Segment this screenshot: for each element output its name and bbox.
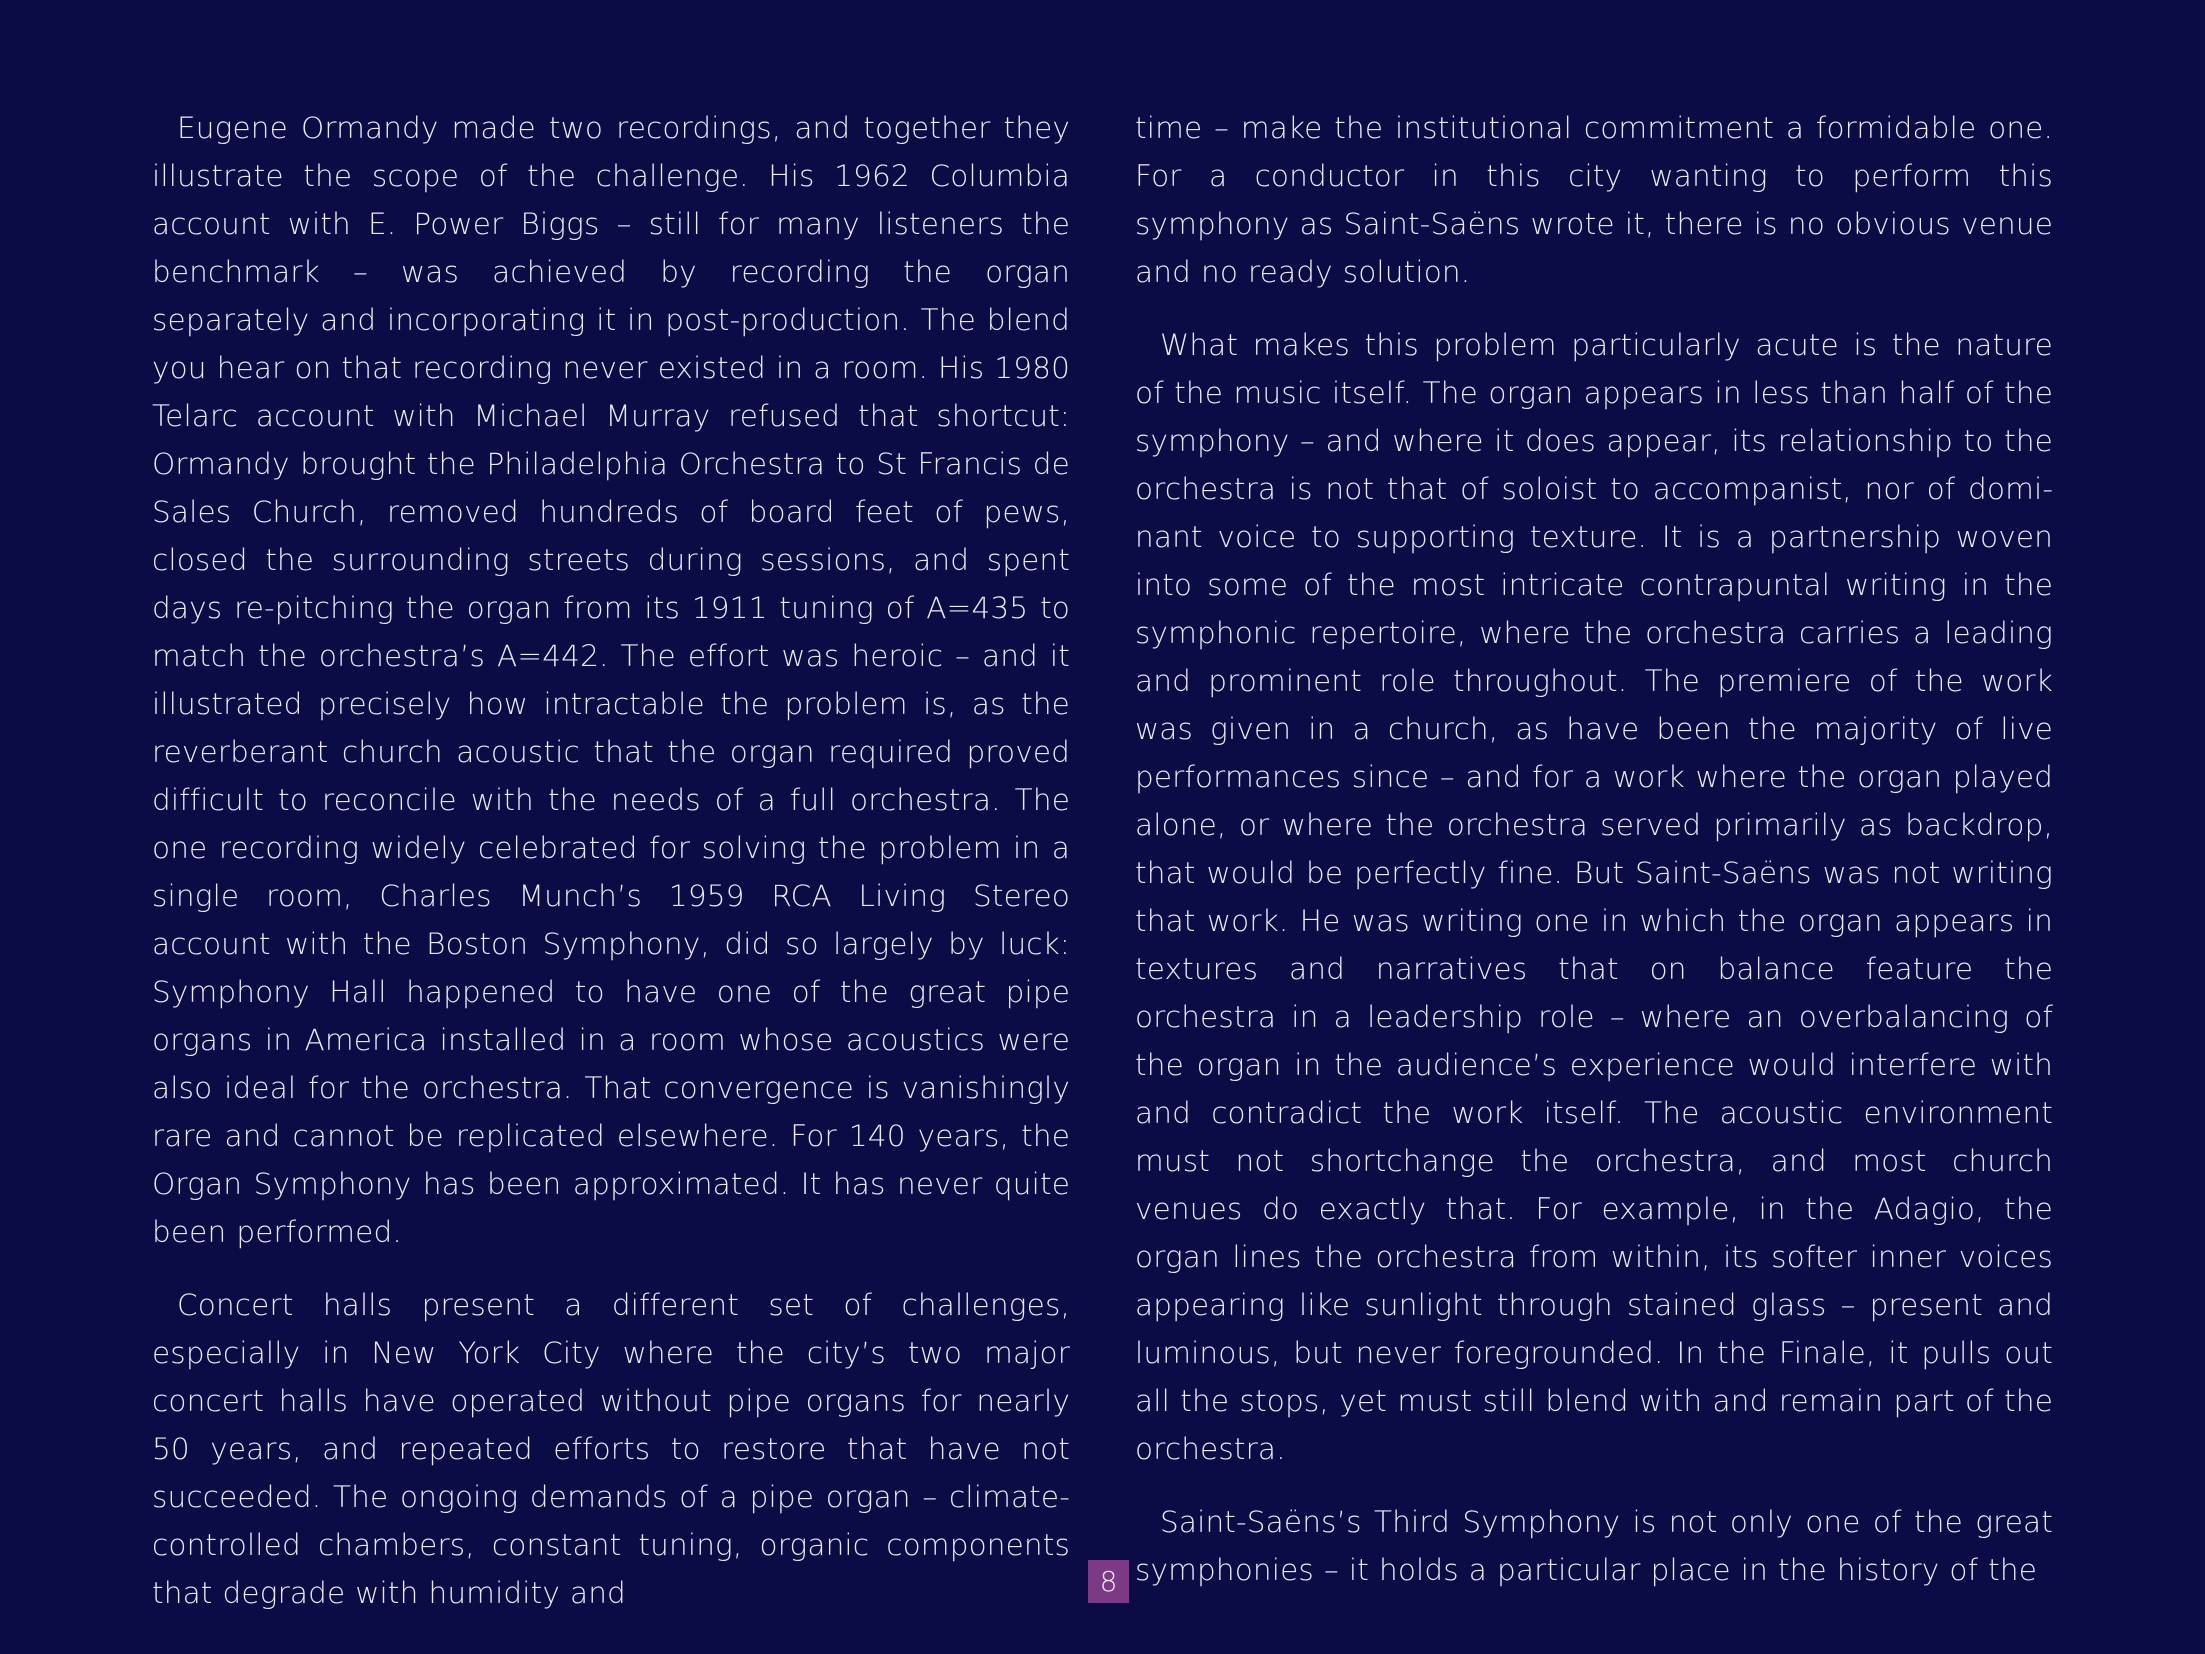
right-text-column: [1135, 104, 2053, 1619]
paragraph-third-symphony: Saint-Saëns’s Third Symphony is not only one of the great symphonies – it holds a particular place in the history of the: [1135, 1505, 2053, 1587]
paragraph-concert-halls: Concert halls present a different set of challenges, especially in New York City where the city’s two major concert halls have operated without pipe organs for nearly 50 years, and repeated efforts to restore that have not succeeded. The ongoing demands of a pipe organ – climate-controlled chambers, constant tuning, organic components that degrade with humidity and: [152, 1288, 1070, 1610]
paragraph-ormandy-recordings: Eugene Ormandy made two recordings, and together they illustrate the scope of the challenge. His 1962 Columbia account with E. Power Biggs – still for many listeners the benchmark – was achieved by recording the organ separately and incorporating it in post-production. The blend you hear on that recording never existed in a room. His 1980 Telarc account with Michael Murray refused that shortcut: Ormandy brought the Philadelphia Orchestra to St Francis de Sales Church, removed hundreds of board feet of pews, closed the surrounding streets during sessions, and spent days re-pitching the organ from its 1911 tuning of A=435 to match the orchestra’s A=442. The effort was heroic – and it illustrated precisely how intractable the problem is, as the reverberant church acoustic that the organ required proved difficult to reconcile with the needs of a full orchestra. The one recording widely celebrated for solving the problem in a single room, Charles Munch’s 1959 RCA Living Stereo account with the Boston Symphony, did so largely by luck: Symphony Hall happened to have one of the great pipe organs in America installed in a room whose acoustics were also ideal for the orchestra. That convergence is vanishingly rare and cannot be replicated elsewhere. For 140 years, the Organ Symphony has been approximated. It has never quite been performed.: [152, 111, 1070, 1249]
paragraph-institutional-commitment: time – make the institutional commitment a formidable one. For a conductor in this city wanting to perform this symphony as Saint-Saëns wrote it, there is no obvious venue and no ready solution.: [1135, 111, 2053, 289]
paragraph-nature-of-music: What makes this problem particularly acute is the nature of the music itself. The organ appears in less than half of the symphony – and where it does appear, its relationship to the orchestra is not that of soloist to accompanist, nor of dominant voice to supporting texture. It is a partnership woven into some of the most intricate contrapuntal writing in the symphonic repertoire, where the orchestra carries a leading and prominent role throughout. The premiere of the work was given in a church, as have been the majority of live performances since – and for a work where the organ played alone, or where the orchestra served primarily as backdrop, that would be perfectly fine. But Saint-Saëns was not writing that work. He was writing one in which the organ appears in textures and narratives that on balance feature the orchestra in a leadership role – where an overbalancing of the organ in the audience’s experience would interfere with and contradict the work itself. The acoustic environment must not shortchange the orchestra, and most church venues do exactly that. For example, in the Adagio, the organ lines the orchestra from within, its softer inner voices appearing like sunlight through stained glass – present and luminous, but never foregrounded. In the Finale, it pulls out all the stops, yet must still blend with and remain part of the orchestra.: [1135, 328, 2053, 1466]
page-number-badge: 8: [1088, 1560, 1129, 1603]
left-text-column: [152, 104, 1070, 1642]
